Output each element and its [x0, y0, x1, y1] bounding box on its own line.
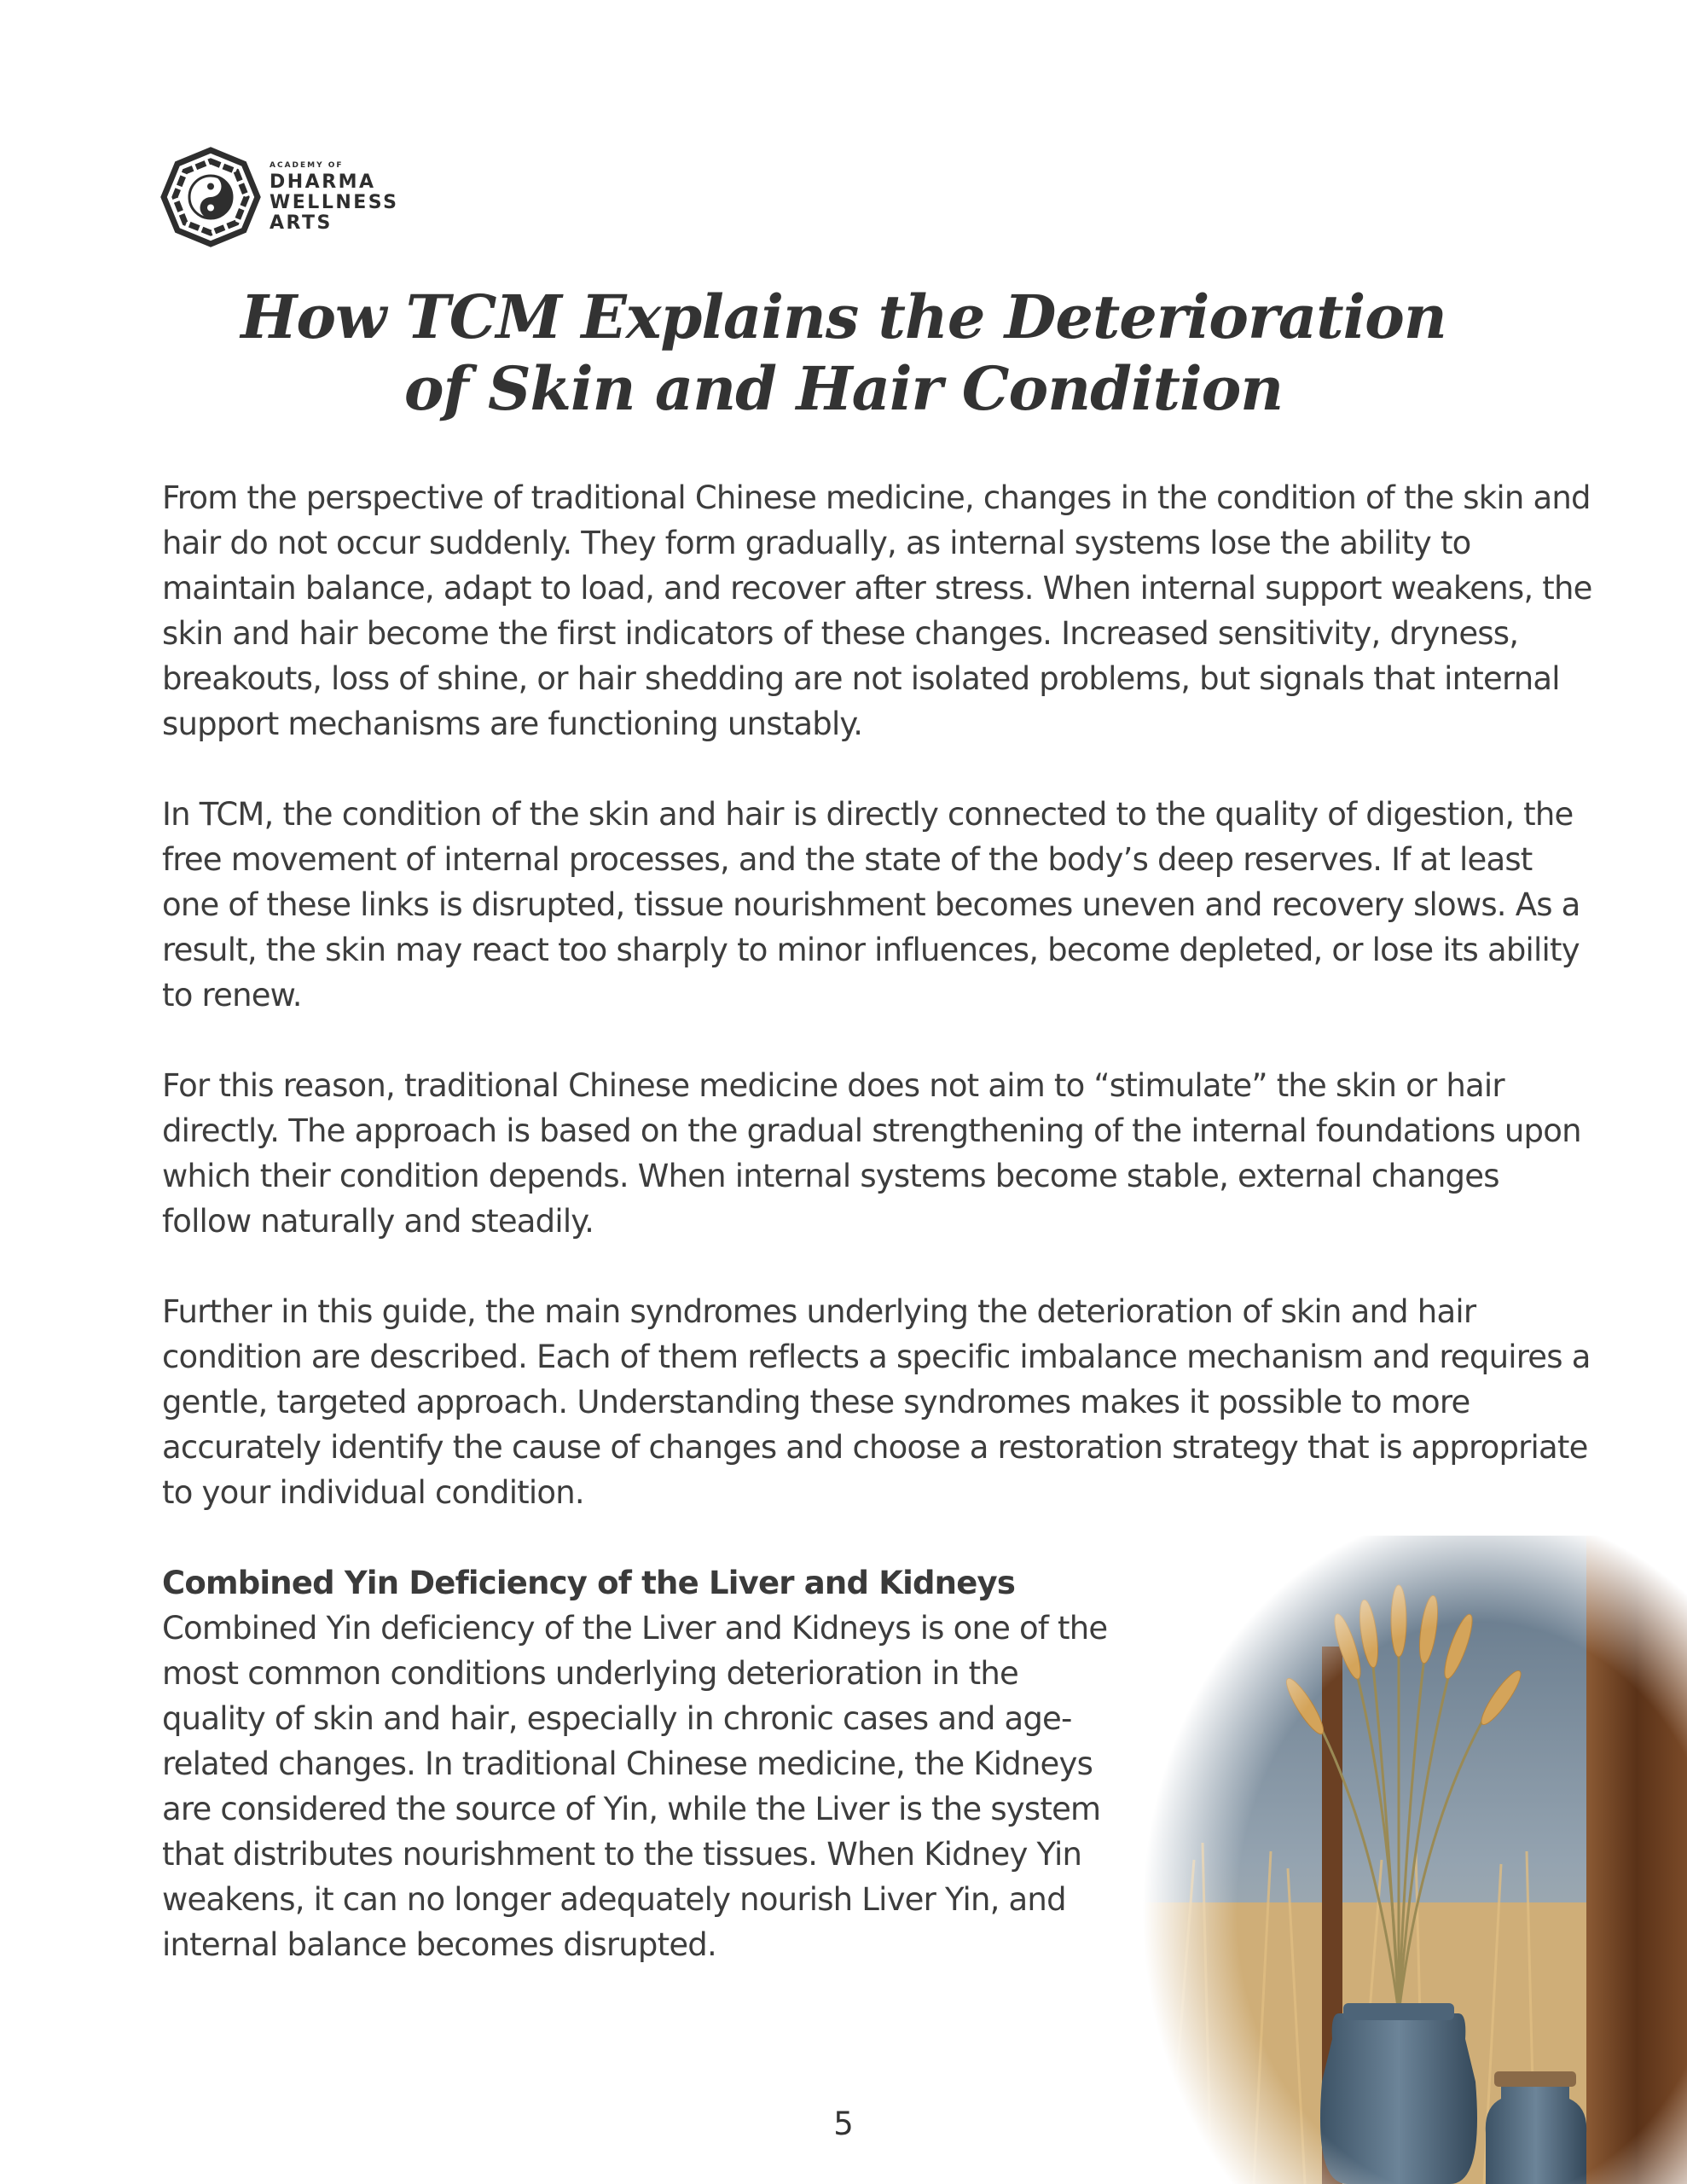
- paragraph-2: In TCM, the condition of the skin and hair is directly connected to the quality of digestion, the free movement of internal processes, and the state of the body’s deep reserves. If at least one of these links is disrupted, tissue nourishment becomes uneven and recovery slows. As a result, the skin may react too sharply to minor influences, become depleted, or lose its ability to renew.: [162, 796, 1580, 1014]
- page-title-line-1: How TCM Explains the Deterioration: [241, 282, 1446, 352]
- page-title: [0, 282, 1687, 425]
- logo-line-dharma: DHARMA: [270, 171, 376, 193]
- section-heading: Combined Yin Deficiency of the Liver and Kidneys: [162, 1565, 1016, 1601]
- bagua-yin-yang-icon: [160, 147, 261, 247]
- paragraph-1: From the perspective of traditional Chinese medicine, changes in the condition of the skin and hair do not occur suddenly. They form gradually, as internal systems lose the ability to maintain balance, adapt to load, and recover after stress. When internal support weakens, the skin and hair become the first indicators of these changes. Increased sensitivity, dryness, breakouts, loss of shine, or hair shedding are not isolated problems, but signals that internal support mechanisms are functioning unstably.: [162, 479, 1592, 742]
- page-number: 5: [833, 2106, 854, 2142]
- logo-text: [270, 161, 398, 234]
- logo: [160, 147, 398, 247]
- section-yin-deficiency: [162, 1560, 1109, 1967]
- page-title-line-2: of Skin and Hair Condition: [403, 353, 1284, 424]
- logo-line-wellness: WELLNESS: [270, 191, 399, 213]
- paragraph-3: For this reason, traditional Chinese medicine does not aim to “stimulate” the skin or hair directly. The approach is based on the gradual strengthening of the internal foundations upon which their condition depends. When internal systems become stable, external changes follow naturally and steadily.: [162, 1067, 1581, 1240]
- logo-line-arts: ARTS: [270, 212, 333, 234]
- wheat-jars-illustration: [1143, 1536, 1687, 2184]
- logo-line-academy: ACADEMY OF: [270, 160, 344, 170]
- paragraph-4: Further in this guide, the main syndromes underlying the deterioration of skin and hair condition are described. Each of them reflects a specific imbalance mechanism and requires a gentle, targeted approach. Understanding these syndromes makes it possible to more accurately identify the cause of changes and choose a restoration strategy that is appropriate to your individual condition.: [162, 1293, 1591, 1511]
- section-paragraph: Combined Yin deficiency of the Liver and Kidneys is one of the most common conditions underlying deterioration in the quality of skin and hair, especially in chronic cases and age-related changes. In traditional Chinese medicine, the Kidneys are considered the source of Yin, while the Liver is the system that distributes nourishment to the tissues. When Kidney Yin weakens, it can no longer adequately nourish Liver Yin, and internal balance becomes disrupted.: [162, 1610, 1108, 1963]
